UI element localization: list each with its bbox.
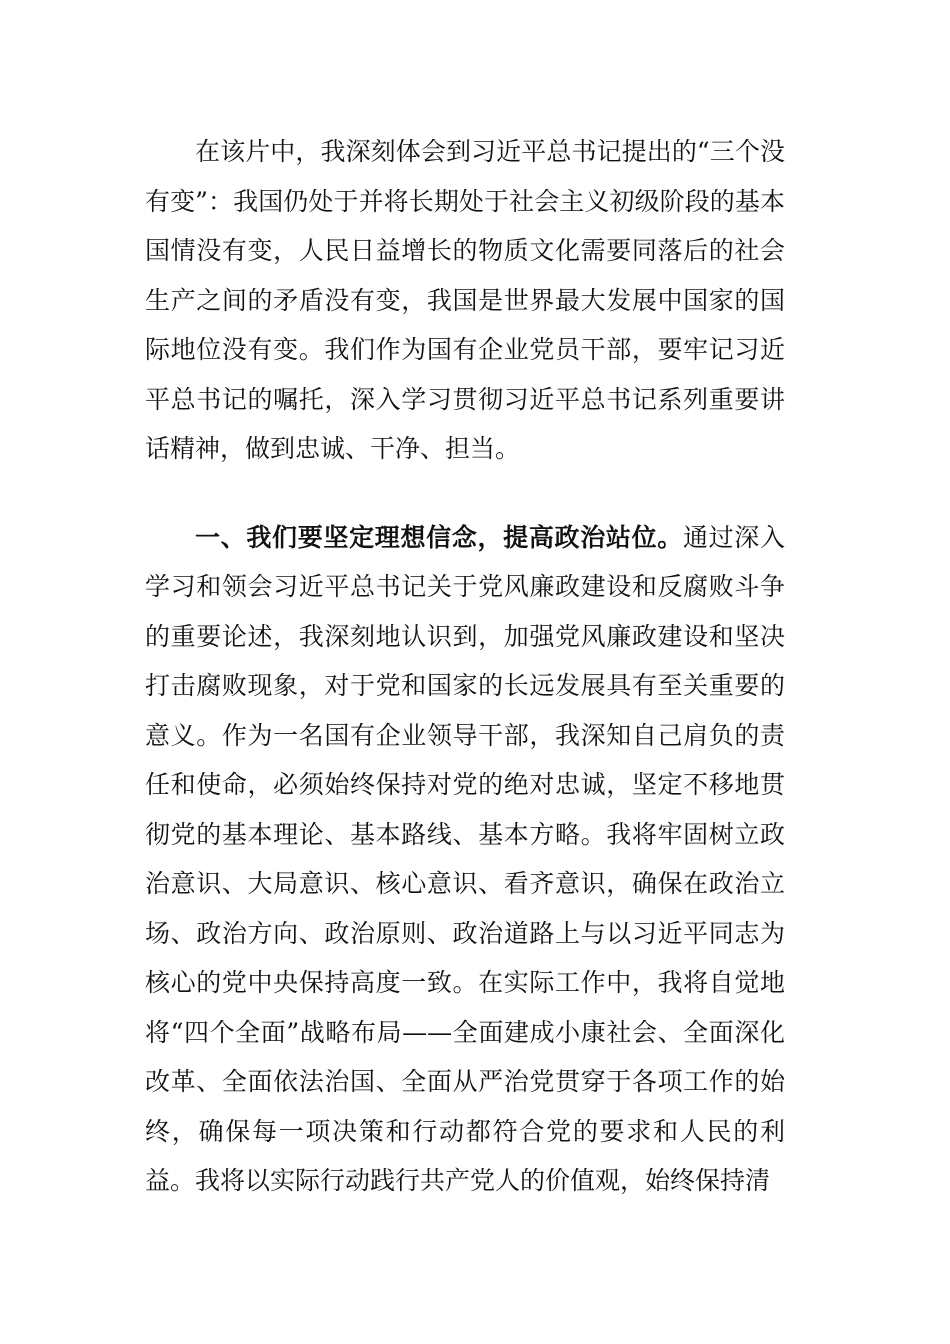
paragraph-text: 通过深入学习和领会习近平总书记关于党风廉政建设和反腐败斗争的重要论述，我深刻地认识到，加强党风廉政建设和坚决打击腐败现象，对于党和国家的长远发展具有至关重要的意义。作为一名国有企业领导干部，我深知自己肩负的责任和使命，必须始终保持对党的绝对忠诚，坚定不移地贯彻党的基本理论、基本路线、基本方略。我将牢固树立政治意识、大局意识、核心意识、看齐意识，确保在政治立场、政治方向、政治原则、政治道路上与以习近平同志为核心的党中央保持高度一致。在实际工作中，我将自觉地将“四个全面”战略布局——全面建成小康社会、全面深化改革、全面依法治国、全面从严治党贯穿于各项工作的始终，确保每一项决策和行动都符合党的要求和人民的利益。我将以实际行动践行共产党人的价值观，始终保持清 [145,522,785,1195]
paragraph-section-one [145,513,785,1206]
section-heading: 一、我们要坚定理想信念，提高政治站位。 [195,522,683,552]
paragraph-intro [145,127,785,474]
paragraph-text: 在该片中，我深刻体会到习近平总书记提出的“三个没有变”：我国仍处于并将长期处于社会主义初级阶段的基本国情没有变，人民日益增长的物质文化需要同落后的社会生产之间的矛盾没有变，我国是世界最大发展中国家的国际地位没有变。我们作为国有企业党员干部，要牢记习近平总书记的嘱托，深入学习贯彻习近平总书记系列重要讲话精神，做到忠诚、干净、担当。 [145,137,785,463]
document-page [145,127,785,1206]
